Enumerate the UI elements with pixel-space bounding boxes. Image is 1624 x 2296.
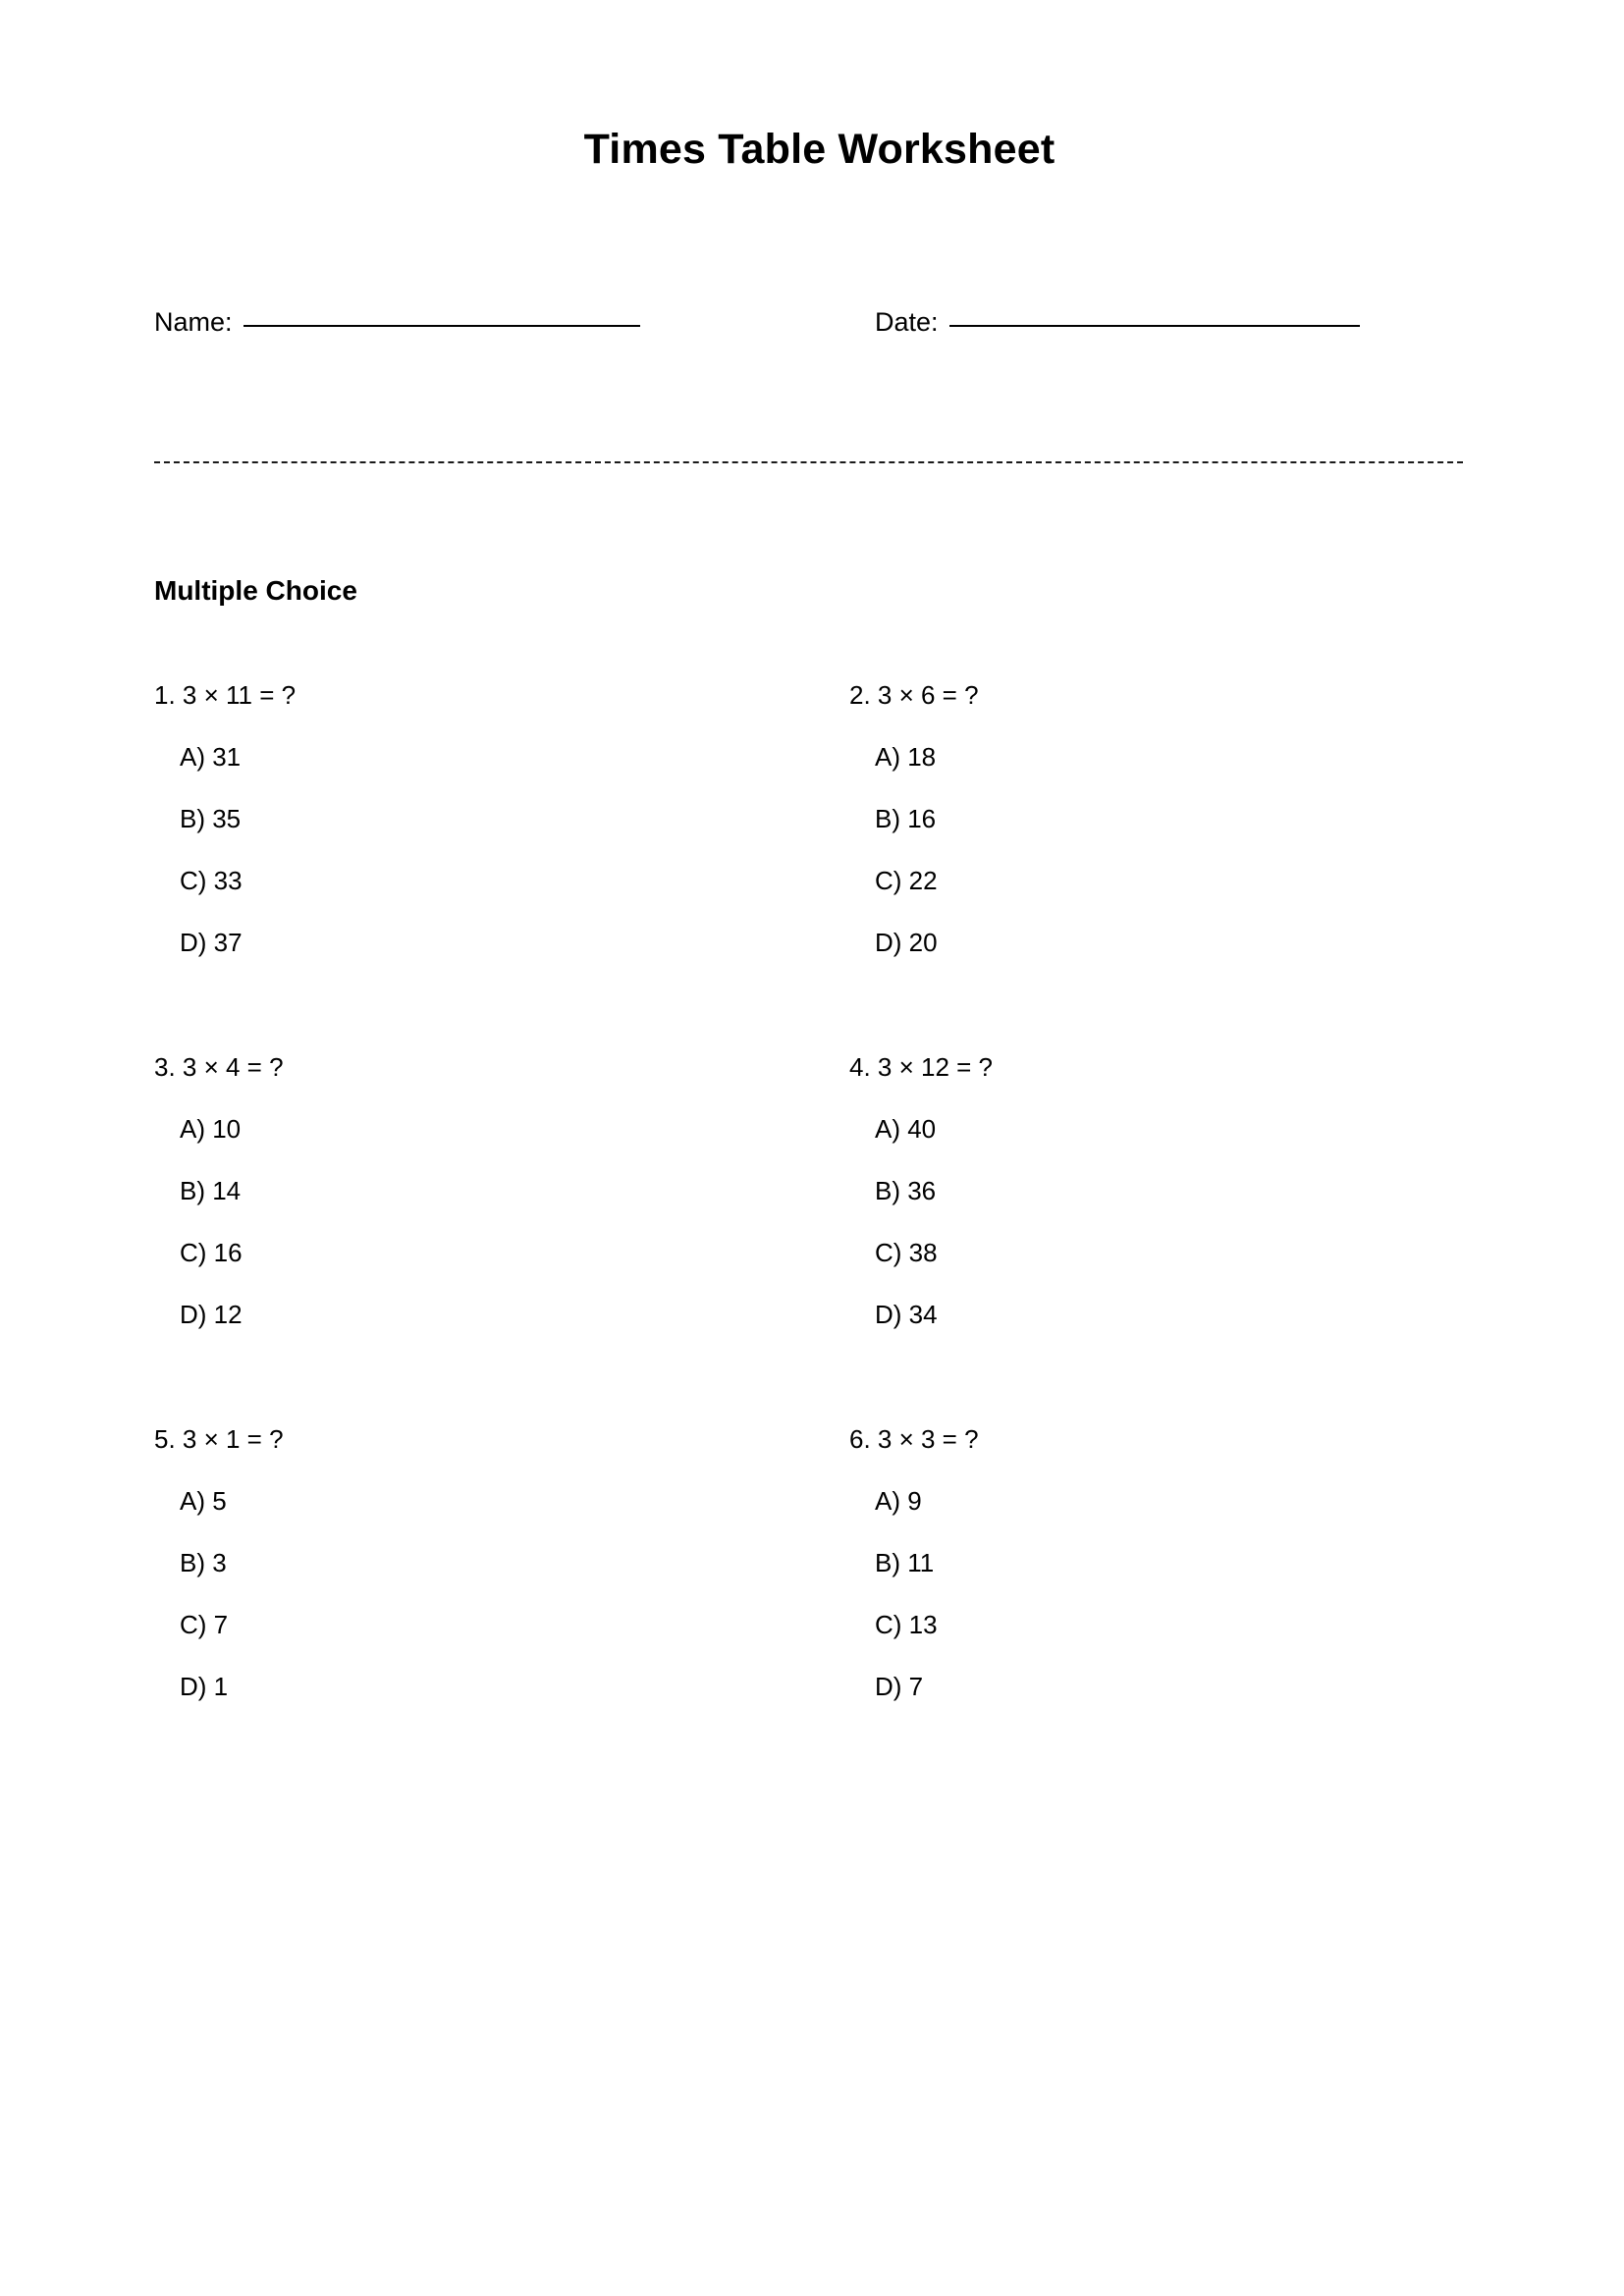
option-b[interactable]: B) 16 xyxy=(875,804,937,833)
question-item-2 xyxy=(849,679,1438,958)
question-item-4 xyxy=(849,1051,1438,1330)
option-a[interactable]: A) 9 xyxy=(875,1486,922,1516)
option-a[interactable]: A) 31 xyxy=(180,742,242,772)
option-d[interactable]: D) 20 xyxy=(875,928,938,957)
option-d[interactable]: D) 1 xyxy=(180,1672,229,1701)
question-row-1 xyxy=(154,679,1485,1051)
question-item-1 xyxy=(154,679,743,958)
question-item-3 xyxy=(154,1051,743,1330)
question-options xyxy=(154,1485,743,1702)
question-row-2 xyxy=(154,1051,1485,1423)
page-title: Times Table Worksheet xyxy=(583,125,1056,173)
question-row-3 xyxy=(154,1423,1485,1795)
question-prompt: 5. 3 × 1 = ? xyxy=(154,1424,284,1454)
question-prompt: 4. 3 × 12 = ? xyxy=(849,1052,994,1082)
option-c[interactable]: C) 16 xyxy=(180,1238,243,1267)
option-b[interactable]: B) 35 xyxy=(180,804,242,833)
question-prompt: 6. 3 × 3 = ? xyxy=(849,1424,979,1454)
date-input-line[interactable] xyxy=(949,325,1360,327)
question-prompt: 2. 3 × 6 = ? xyxy=(849,680,979,710)
option-d[interactable]: D) 34 xyxy=(875,1300,938,1329)
option-a[interactable]: A) 5 xyxy=(180,1486,227,1516)
date-label: Date: xyxy=(875,307,939,337)
question-options xyxy=(154,1113,743,1330)
option-a[interactable]: A) 40 xyxy=(875,1114,937,1144)
option-c[interactable]: C) 38 xyxy=(875,1238,938,1267)
option-b[interactable]: B) 11 xyxy=(875,1548,935,1577)
student-info-row xyxy=(154,302,1485,347)
question-prompt: 1. 3 × 11 = ? xyxy=(154,680,297,710)
question-prompt: 3. 3 × 4 = ? xyxy=(154,1052,284,1082)
option-c[interactable]: C) 33 xyxy=(180,866,243,895)
section-heading-multiple-choice: Multiple Choice xyxy=(154,575,357,607)
question-options xyxy=(849,1485,1438,1702)
name-label: Name: xyxy=(154,307,233,337)
question-options xyxy=(849,741,1438,958)
option-b[interactable]: B) 14 xyxy=(180,1176,242,1205)
option-c[interactable]: C) 22 xyxy=(875,866,938,895)
name-input-line[interactable] xyxy=(244,325,640,327)
option-c[interactable]: C) 13 xyxy=(875,1610,938,1639)
question-options xyxy=(154,741,743,958)
name-field-group xyxy=(154,302,640,342)
option-d[interactable]: D) 37 xyxy=(180,928,243,957)
option-c[interactable]: C) 7 xyxy=(180,1610,229,1639)
question-item-5 xyxy=(154,1423,743,1702)
date-field-group xyxy=(875,302,1360,342)
option-a[interactable]: A) 18 xyxy=(875,742,937,772)
option-d[interactable]: D) 7 xyxy=(875,1672,924,1701)
option-b[interactable]: B) 3 xyxy=(180,1548,227,1577)
question-item-6 xyxy=(849,1423,1438,1702)
option-a[interactable]: A) 10 xyxy=(180,1114,242,1144)
section-divider xyxy=(154,461,1463,463)
option-b[interactable]: B) 36 xyxy=(875,1176,937,1205)
option-d[interactable]: D) 12 xyxy=(180,1300,243,1329)
question-options xyxy=(849,1113,1438,1330)
questions-grid xyxy=(154,679,1485,1795)
